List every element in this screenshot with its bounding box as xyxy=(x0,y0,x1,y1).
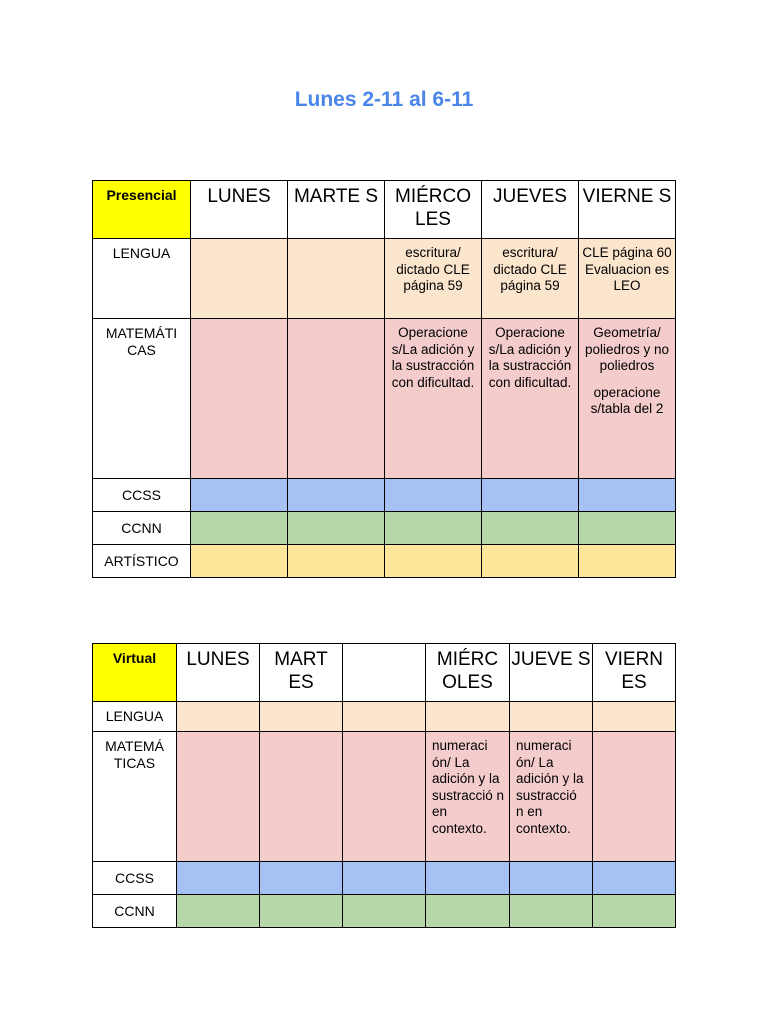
mat-martes-cell xyxy=(288,319,385,479)
table-row xyxy=(93,319,676,479)
mat-jueves-cell: Operacione s/La adición y la sustracción con dificultad. xyxy=(482,319,579,479)
presencial-schedule-table xyxy=(92,180,676,578)
table-row xyxy=(93,644,676,702)
subject-ccss: CCSS xyxy=(93,479,191,512)
subject-ccnn: CCNN xyxy=(93,895,177,928)
ccnn-cell xyxy=(510,895,593,928)
mat-viernes-cell xyxy=(579,319,676,479)
ccss-lunes-cell xyxy=(191,479,288,512)
mat-cell xyxy=(177,732,260,862)
lengua-lunes-cell xyxy=(191,239,288,319)
lengua-viernes-cell: CLE página 60 Evaluacion es LEO xyxy=(579,239,676,319)
mat-cell xyxy=(260,732,343,862)
table-row xyxy=(93,479,676,512)
virtual-schedule-table xyxy=(92,643,676,928)
table-row xyxy=(93,512,676,545)
ccss-cell xyxy=(260,862,343,895)
ccnn-viernes-cell xyxy=(579,512,676,545)
ccss-cell xyxy=(593,862,676,895)
ccss-cell xyxy=(177,862,260,895)
ccnn-cell xyxy=(593,895,676,928)
ccss-miercoles-cell xyxy=(385,479,482,512)
ccnn-cell xyxy=(343,895,426,928)
ccss-cell xyxy=(343,862,426,895)
mat-miercoles-cell: numeraci ón/ La adición y la sustracció n en contexto. xyxy=(426,732,510,862)
day-header-jueves: JUEVES xyxy=(482,181,579,239)
art-lunes-cell xyxy=(191,545,288,578)
art-viernes-cell xyxy=(579,545,676,578)
subject-ccnn: CCNN xyxy=(93,512,191,545)
lengua-cell xyxy=(426,702,510,732)
ccnn-cell xyxy=(177,895,260,928)
page-title: Lunes 2-11 al 6-11 xyxy=(294,88,474,111)
table-row xyxy=(93,862,676,895)
lengua-cell xyxy=(177,702,260,732)
presencial-tag: Presencial xyxy=(93,181,191,239)
subject-lengua: LENGUA xyxy=(93,239,191,319)
table-row xyxy=(93,545,676,578)
day-header-lunes: LUNES xyxy=(191,181,288,239)
subject-artistico: ARTÍSTICO xyxy=(93,545,191,578)
table-row xyxy=(93,181,676,239)
mat-viernes-text-1: Geometría/ poliedros y no poliedros xyxy=(584,325,670,373)
table-row xyxy=(93,732,676,862)
lengua-cell xyxy=(343,702,426,732)
subject-lengua: LENGUA xyxy=(93,702,177,732)
ccnn-jueves-cell xyxy=(482,512,579,545)
table-row xyxy=(93,702,676,732)
table-row xyxy=(93,895,676,928)
ccnn-cell xyxy=(426,895,510,928)
ccnn-lunes-cell xyxy=(191,512,288,545)
subject-ccss: CCSS xyxy=(93,862,177,895)
ccss-martes-cell xyxy=(288,479,385,512)
day-header-martes: MARTE S xyxy=(288,181,385,239)
ccss-cell xyxy=(510,862,593,895)
ccss-jueves-cell xyxy=(482,479,579,512)
mat-lunes-cell xyxy=(191,319,288,479)
art-miercoles-cell xyxy=(385,545,482,578)
day-header-miercoles: MIÉRCO LES xyxy=(385,181,482,239)
day-header-viernes: VIERN ES xyxy=(593,644,676,702)
ccnn-cell xyxy=(260,895,343,928)
day-header-viernes: VIERNE S xyxy=(579,181,676,239)
day-header-martes: MART ES xyxy=(260,644,343,702)
lengua-cell xyxy=(510,702,593,732)
ccss-viernes-cell xyxy=(579,479,676,512)
ccnn-martes-cell xyxy=(288,512,385,545)
subject-matematicas: MATEMÁTI CAS xyxy=(93,319,191,479)
lengua-jueves-cell: escritura/ dictado CLE página 59 xyxy=(482,239,579,319)
lengua-miercoles-cell: escritura/ dictado CLE página 59 xyxy=(385,239,482,319)
ccss-cell xyxy=(426,862,510,895)
table-row xyxy=(93,239,676,319)
ccnn-miercoles-cell xyxy=(385,512,482,545)
day-header-lunes: LUNES xyxy=(177,644,260,702)
art-jueves-cell xyxy=(482,545,579,578)
day-header-blank xyxy=(343,644,426,702)
lengua-martes-cell xyxy=(288,239,385,319)
mat-jueves-cell: numeraci ón/ La adición y la sustracció n en contexto. xyxy=(510,732,593,862)
virtual-tag: Virtual xyxy=(93,644,177,702)
lengua-cell xyxy=(593,702,676,732)
day-header-jueves: JUEVE S xyxy=(510,644,593,702)
mat-viernes-cell xyxy=(593,732,676,862)
mat-miercoles-cell: Operacione s/La adición y la sustracción con dificultad. xyxy=(385,319,482,479)
subject-matematicas: MATEMÁ TICAS xyxy=(93,732,177,862)
art-martes-cell xyxy=(288,545,385,578)
mat-cell xyxy=(343,732,426,862)
mat-viernes-text-2: operacione s/tabla del 2 xyxy=(590,384,664,416)
lengua-cell xyxy=(260,702,343,732)
day-header-miercoles: MIÉRC OLES xyxy=(426,644,510,702)
